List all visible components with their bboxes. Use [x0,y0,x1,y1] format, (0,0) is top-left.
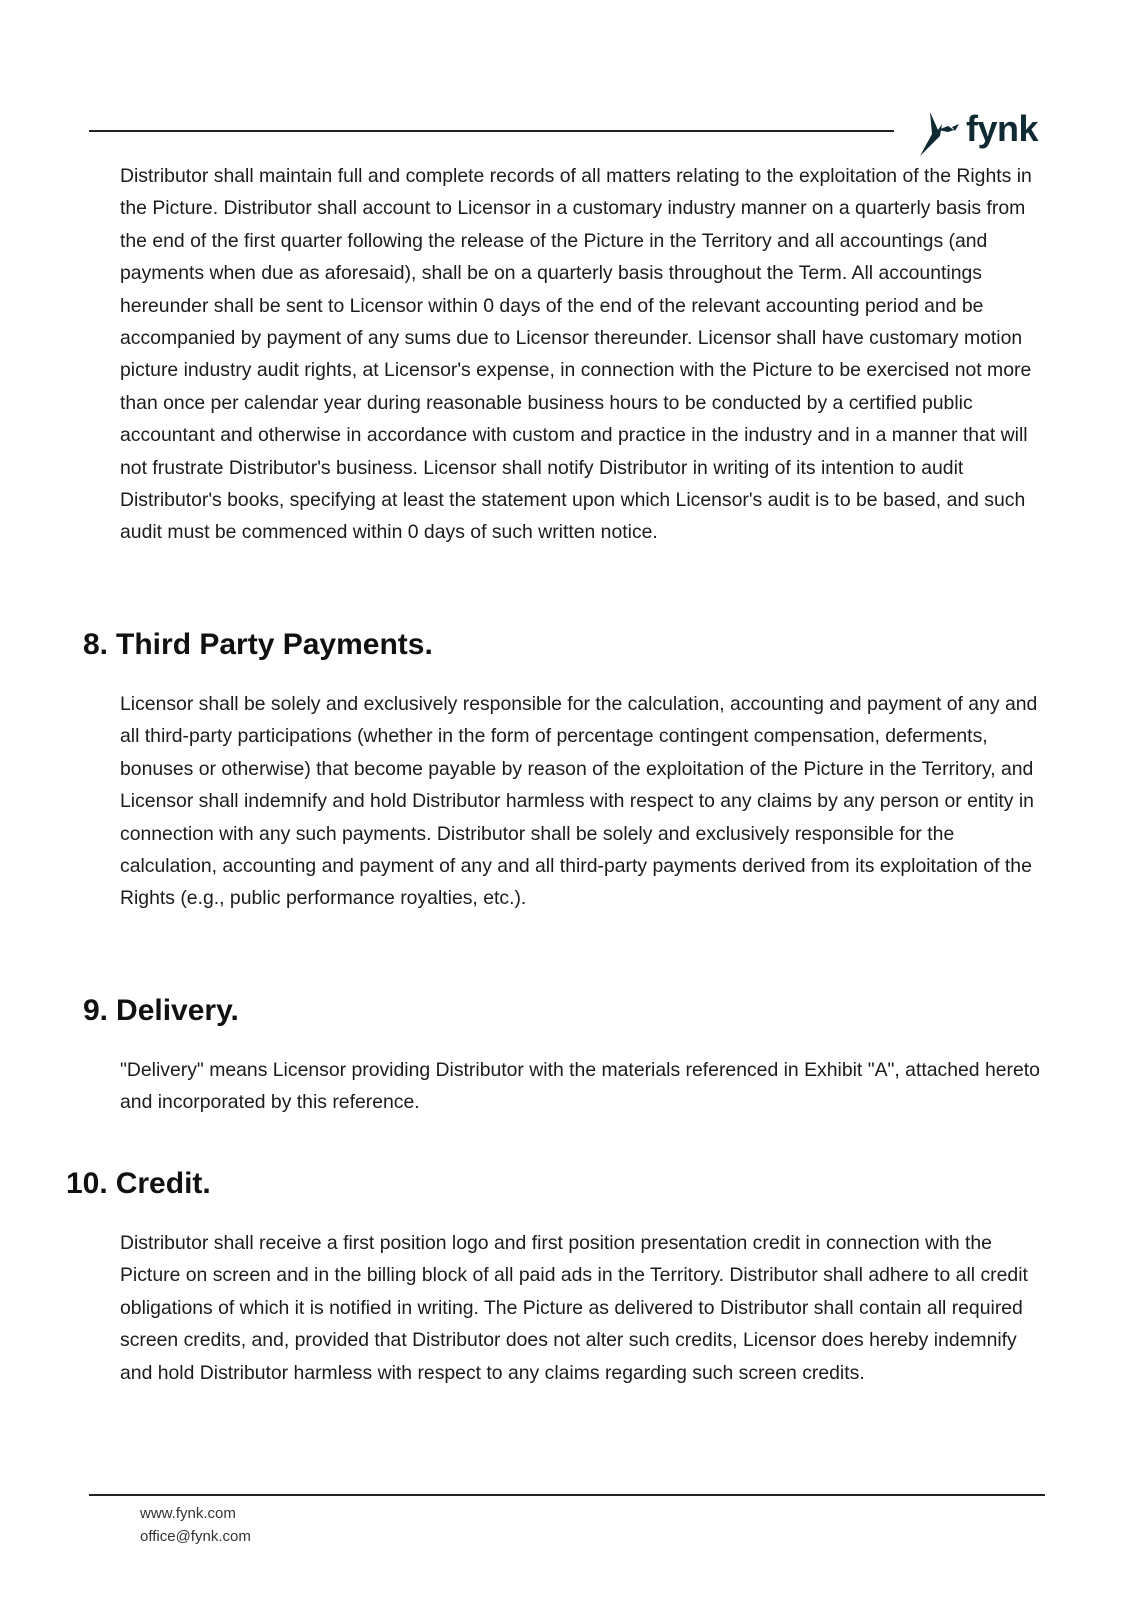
footer-divider [89,1494,1045,1496]
section-number: 8. [83,628,109,661]
brand-wordmark: fynk [966,108,1039,149]
section-7-paragraph: Distributor shall maintain full and complete records of all matters relating to the exploitation of the Rights in the Picture. Distributor shall account to Licensor in a customary industry manner on a quarterly basis from the end of the first quarter following the release of the Picture in the Territory and all accountings (and payments when due as aforesaid), shall be on a quarterly basis throughout the Term. All accountings hereunder shall be sent to Licensor within 0 days of the end of the relevant accounting period and be accompanied by payment of any sums due to Licensor thereunder. Licensor shall have customary motion picture industry audit rights, at Licensor's expense, in connection with the Picture to be exercised not more than once per calendar year during reasonable business hours to be conducted by a certified public accountant and otherwise in accordance with custom and practice in the industry and in a manner that will not frustrate Distributor's business. Licensor shall notify Distributor in writing of its intention to audit Distributor's books, specifying at least the statement upon which Licensor's audit is to be based, and such audit must be commenced within 0 days of such written notice. [120,165,1032,544]
footer-website-link[interactable]: www.fynk.com [140,1505,236,1522]
section-9-heading [83,993,239,1029]
header-divider [89,130,894,132]
section-10-heading [66,1166,211,1202]
section-8-paragraph: Licensor shall be solely and exclusively responsible for the calculation, accounting and payment of any and all third-party participations (whether in the form of percentage contingent compensation, deferments, bonuses or otherwise) that become payable by reason of the exploitation of the Picture in the Territory, and Licensor shall indemnify and hold Distributor harmless with respect to any claims by any person or entity in connection with any such payments. Distributor shall be solely and exclusively responsible for the calculation, accounting and payment of any and all third-party payments derived from its exploitation of the Rights (e.g., public performance royalties, etc.). [120,693,1038,910]
section-8-heading [83,627,433,663]
brand-logo [918,104,1038,160]
section-number: 9. [83,994,109,1027]
section-title: Delivery. [116,994,239,1027]
section-title: Credit. [115,1167,211,1200]
section-number: 10. [66,1167,108,1200]
bird-logo-icon [918,106,960,158]
section-10-paragraph: Distributor shall receive a first position logo and first position presentation credit in connection with the Picture on screen and in the billing block of all paid ads in the Territory. Distributor shall adhere to all credit obligations of which it is notified in writing. The Picture as delivered to Distributor shall contain all required screen credits, and, provided that Distributor does not alter such credits, Licensor does hereby indemnify and hold Distributor harmless with respect to any claims regarding such screen credits. [120,1232,1028,1384]
section-title: Third Party Payments. [116,628,433,661]
section-9-paragraph: "Delivery" means Licensor providing Distributor with the materials referenced in Exhibit "A", attached hereto and incorporated by this reference. [120,1059,1040,1114]
footer-email-link[interactable]: office@fynk.com [140,1528,251,1545]
